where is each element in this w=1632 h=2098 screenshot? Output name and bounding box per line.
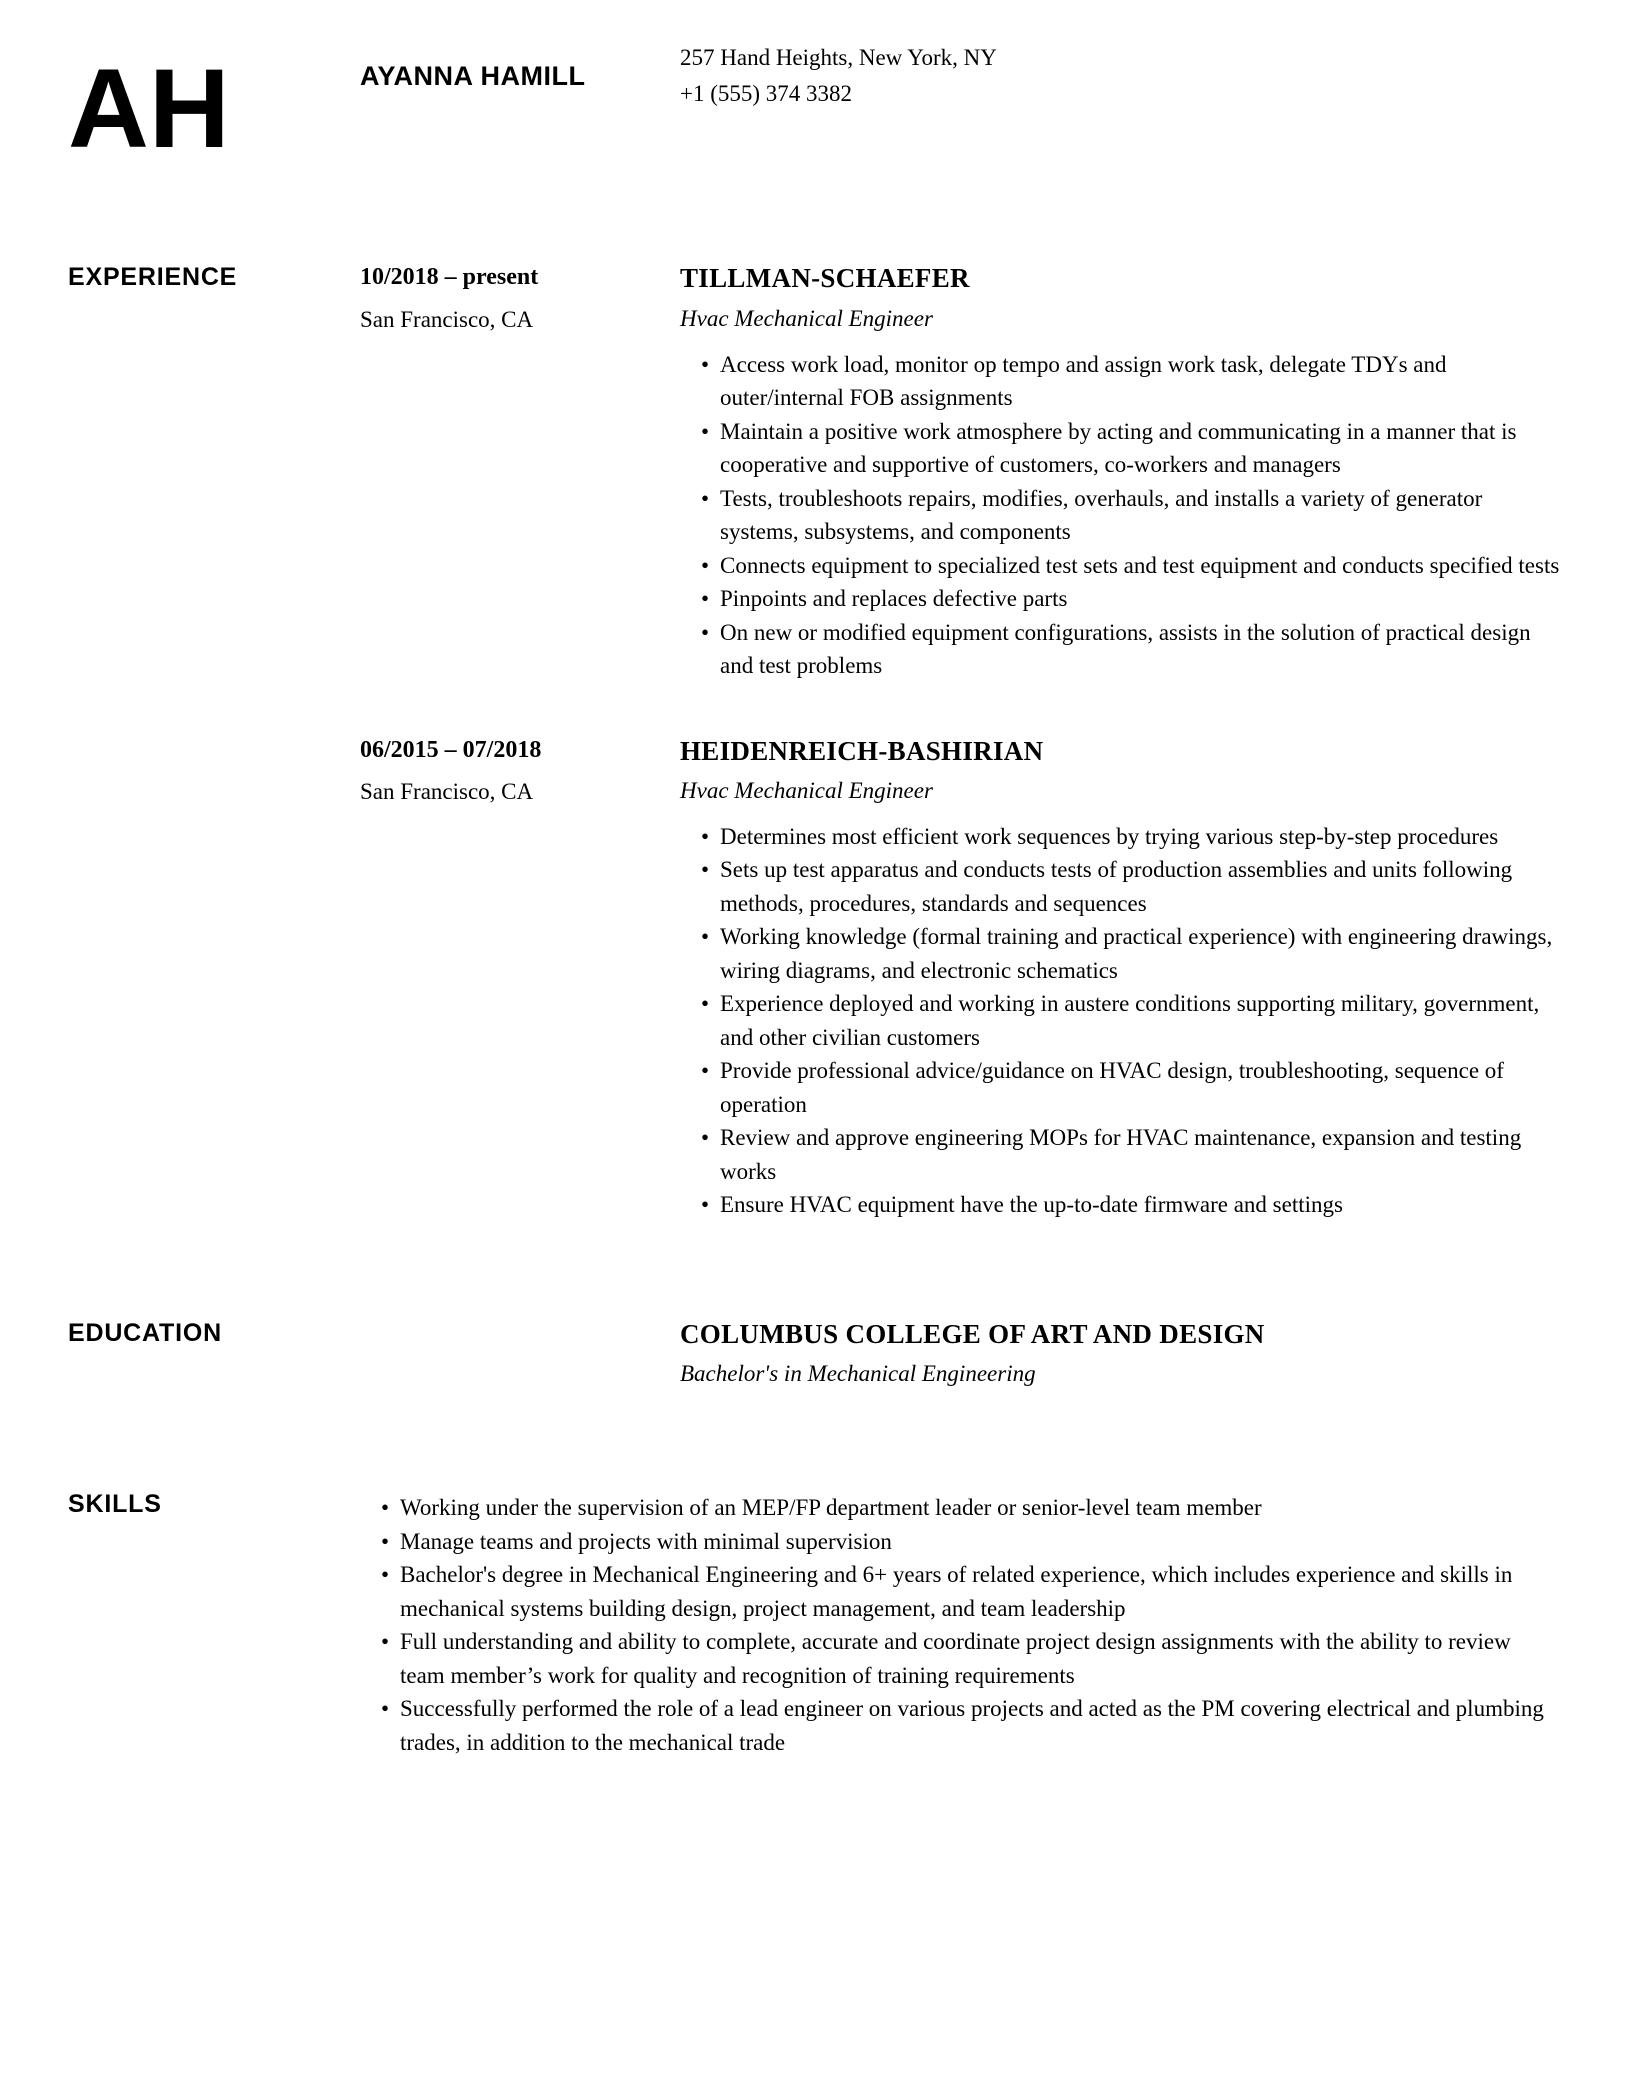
bullet-item: • Ensure HVAC equipment have the up-to-date firmware and settings — [680, 1188, 1560, 1222]
bullet-item: • Connects equipment to specialized test sets and test equipment and conducts specified tests — [680, 549, 1560, 583]
bullet-item: • Successfully performed the role of a lead engineer on various projects and acted as the PM covering electrical and plumbing trades, in addition to the mechanical trade — [360, 1692, 1560, 1759]
bullet-item: • Manage teams and projects with minimal supervision — [360, 1525, 1560, 1559]
job-bullet-list — [680, 820, 1560, 1222]
bullet-item: • On new or modified equipment configurations, assists in the solution of practical design and test problems — [680, 616, 1560, 683]
company-name: HEIDENREICH-BASHIRIAN — [680, 735, 1044, 766]
job-location: San Francisco, CA — [360, 778, 534, 804]
bullet-item: • Experience deployed and working in austere conditions supporting military, government, and other civilian customers — [680, 987, 1560, 1054]
bullet-item: • Sets up test apparatus and conducts tests of production assemblies and units following methods, procedures, standards and sequences — [680, 853, 1560, 920]
experience-entry — [68, 262, 1560, 682]
bullet-item: • Provide professional advice/guidance on HVAC design, troubleshooting, sequence of operation — [680, 1054, 1560, 1121]
skills-section — [68, 1489, 1560, 1759]
bullet-item: • Working under the supervision of an MEP/FP department leader or senior-level team member — [360, 1491, 1560, 1525]
resume-header — [68, 38, 1560, 171]
section-label-education: EDUCATION — [68, 1318, 222, 1347]
skills-bullet-list — [360, 1491, 1560, 1759]
bullet-item: • Maintain a positive work atmosphere by acting and communicating in a manner that is cooperative and supportive of customers, co-workers and managers — [680, 415, 1560, 482]
bullet-item: • Review and approve engineering MOPs for HVAC maintenance, expansion and testing works — [680, 1121, 1560, 1188]
initials-monogram: AH — [68, 46, 230, 171]
school-name: COLUMBUS COLLEGE OF ART AND DESIGN — [680, 1318, 1265, 1349]
contact-address: 257 Hand Heights, New York, NY — [680, 45, 997, 70]
company-name: TILLMAN-SCHAEFER — [680, 263, 970, 294]
job-title: Hvac Mechanical Engineer — [680, 305, 933, 331]
experience-entry — [68, 735, 1560, 1222]
bullet-item: • Pinpoints and replaces defective parts — [680, 582, 1560, 616]
job-dates: 10/2018 – present — [360, 264, 539, 291]
bullet-item: • Bachelor's degree in Mechanical Engineering and 6+ years of related experience, which includes experience and skills in mechanical systems building design, project management, and team leadership — [360, 1558, 1560, 1625]
bullet-item: • Determines most efficient work sequences by trying various step-by-step procedures — [680, 820, 1560, 854]
bullet-item: • Access work load, monitor op tempo and assign work task, delegate TDYs and outer/internal FOB assignments — [680, 348, 1560, 415]
degree-name: Bachelor's in Mechanical Engineering — [680, 1361, 1036, 1387]
contact-phone: +1 (555) 374 3382 — [680, 81, 853, 106]
education-section — [68, 1318, 1560, 1389]
job-dates: 06/2015 – 07/2018 — [360, 736, 542, 763]
contact-block — [680, 40, 1560, 162]
candidate-name: AYANNA HAMILL — [360, 61, 586, 91]
bullet-item: • Working knowledge (formal training and practical experience) with engineering drawings, wiring diagrams, and electronic schematics — [680, 920, 1560, 987]
job-bullet-list — [680, 348, 1560, 683]
bullet-item: • Tests, troubleshoots repairs, modifies, overhauls, and installs a variety of generator systems, subsystems, and components — [680, 482, 1560, 549]
job-location: San Francisco, CA — [360, 306, 534, 332]
job-title: Hvac Mechanical Engineer — [680, 778, 933, 804]
section-label-experience: EXPERIENCE — [68, 263, 238, 292]
section-label-skills: SKILLS — [68, 1490, 162, 1519]
bullet-item: • Full understanding and ability to complete, accurate and coordinate project design assignments with the ability to review team member’s work for quality and recognition of training requirements — [360, 1625, 1560, 1692]
